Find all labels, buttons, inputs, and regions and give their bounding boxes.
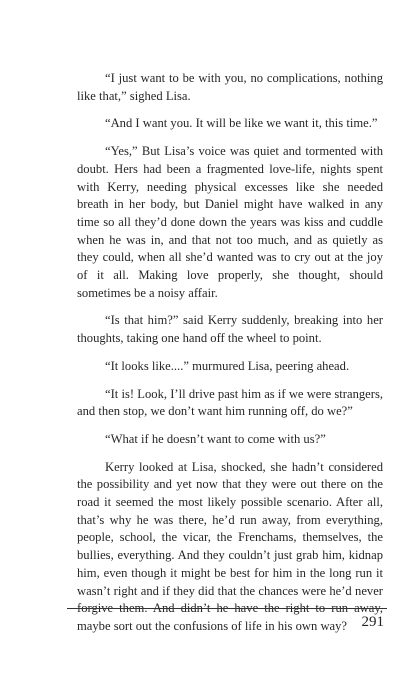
paragraph-5: “It looks like....” murmured Lisa, peering ahead. xyxy=(105,358,350,373)
paragraph-1: “I just want to be with you, no complications, nothing like that,” sighed Lisa. xyxy=(77,71,383,103)
paragraph-8: Kerry looked at Lisa, shocked, she hadn’t considered the possibility and yet now that they were out there on the road it seemed the most likely possible scenario. After all, that’s why he was there, he’d run away, from everything, people, school, the vicar, the Frenchams, themselves, the bullies, everything. And they couldn’t just grab him, kidnap him, even though it might be best for him in the long run it wasn’t right and if they did that the chances were he’d never forgive them. And didn’t he have the right to run away, maybe sort out the confusions of life in his own way? xyxy=(77,459,383,633)
body-text xyxy=(77,70,383,646)
paragraph-7: “What if he doesn’t want to come with us?” xyxy=(105,431,326,446)
page-number: 291 xyxy=(361,614,384,630)
paragraph-3: “Yes,” But Lisa’s voice was quiet and tormented with doubt. Hers had been a fragmented love-life, nights spent with Kerry, needing physical excesses like she needed breath in her body, but Daniel might have walked in any time so all they’d done down the years was kiss and cuddle when he was in, and that not too much, and as quietly as they could, when all she’d wanted was to cry out at the joy of it all. Making love properly, she thought, should sometimes be a noisy affair. xyxy=(77,144,383,300)
paragraph-2: “And I want you. It will be like we want it, this time.” xyxy=(105,116,378,131)
paragraph-4: “Is that him?” said Kerry suddenly, breaking into her thoughts, taking one hand off the wheel to point. xyxy=(77,313,383,346)
footer-rule xyxy=(67,608,387,609)
paragraph-6: “It is! Look, I’ll drive past him as if we were strangers, and then stop, we don’t want him running off, do we?” xyxy=(77,386,383,419)
